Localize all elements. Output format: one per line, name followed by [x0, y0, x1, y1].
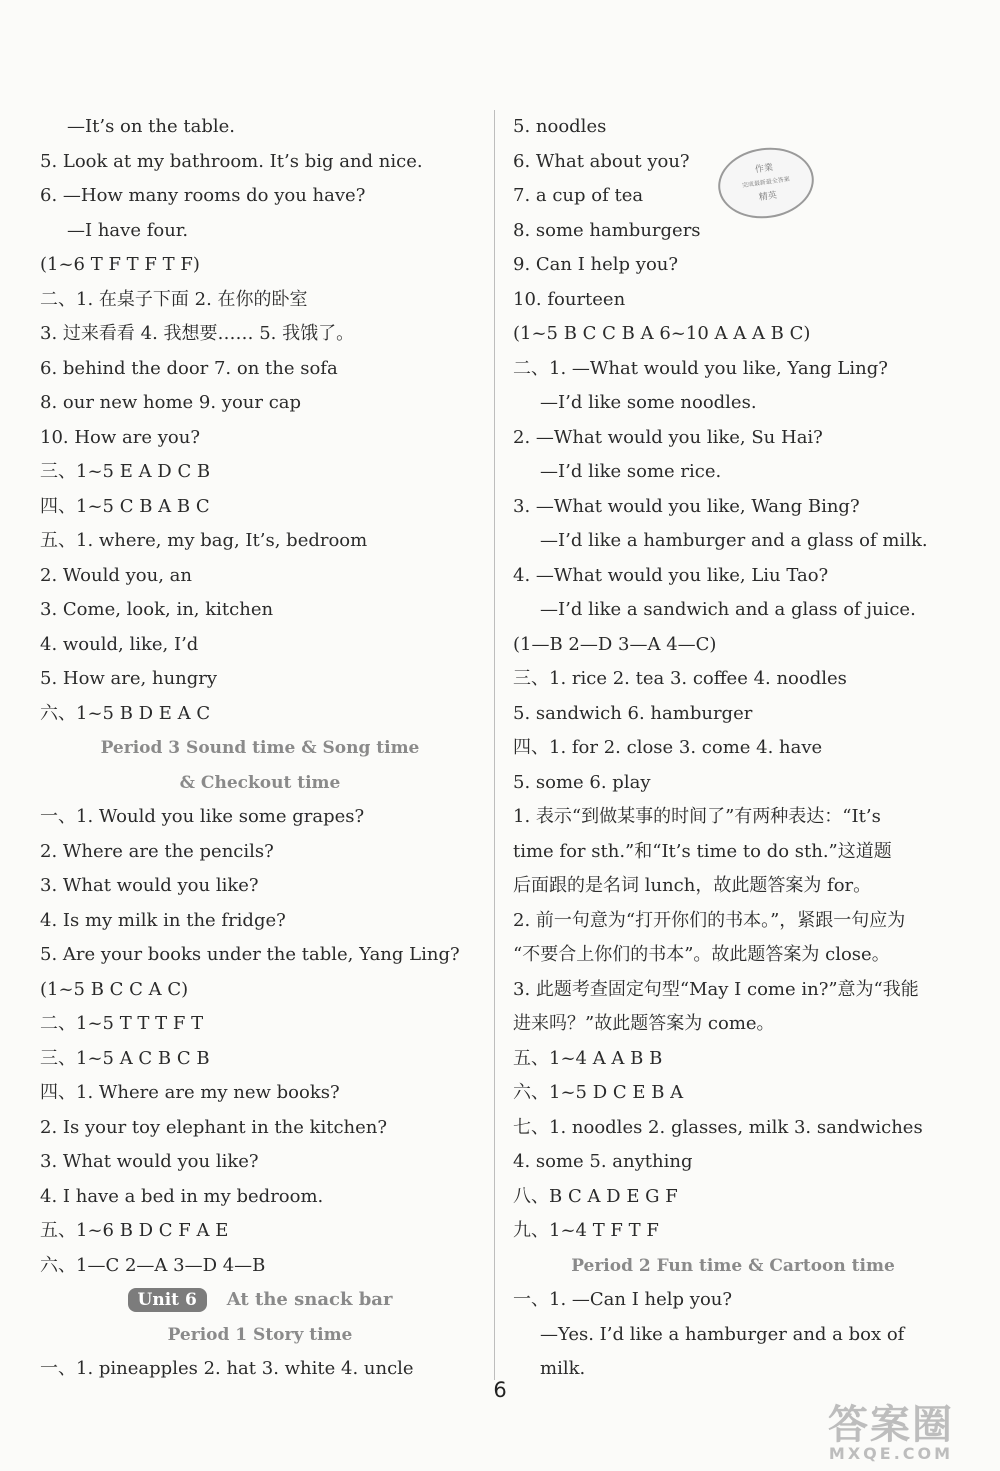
- answer-line: “不要合上你们的书本”。故此题答案为 close。: [513, 944, 890, 965]
- answer-line: 六、1—C 2—A 3—D 4—B: [40, 1254, 266, 1276]
- answer-line: 9. Can I help you?: [513, 254, 679, 275]
- answer-line: —I’d like a sandwich and a glass of juice.: [540, 599, 916, 620]
- answer-line: 2. —What would you like, Su Hai?: [513, 426, 823, 448]
- answer-line: —It’s on the table.: [67, 116, 235, 137]
- answer-line: 5. How are, hungry: [40, 668, 218, 689]
- answer-line: milk.: [540, 1358, 586, 1379]
- answer-line: 五、1~4 A A B B: [513, 1047, 663, 1069]
- answer-line: —I’d like some noodles.: [540, 392, 757, 413]
- answer-line: 四、1. for 2. close 3. come 4. have: [513, 737, 823, 758]
- answer-line: (1~6 T F T F T F): [40, 254, 200, 275]
- answer-line: 6. —How many rooms do you have?: [40, 185, 366, 206]
- answer-line: 1. 表示“到做某事的时间了”有两种表达：“It’s: [513, 806, 881, 827]
- answer-line: 三、1. rice 2. tea 3. coffee 4. noodles: [513, 668, 847, 689]
- stamp-line2: 完成最新最全答案: [741, 175, 791, 190]
- answer-line: 八、B C A D E G F: [513, 1185, 678, 1207]
- answer-line: 4. I have a bed in my bedroom.: [40, 1185, 324, 1207]
- answer-line: —I’d like a hamburger and a glass of milk.: [540, 530, 928, 551]
- answer-line: 六、1~5 B D E A C: [40, 702, 211, 724]
- answer-line: 二、1. —What would you like, Yang Ling?: [513, 357, 888, 379]
- answer-line: 四、1. Where are my new books?: [40, 1082, 340, 1103]
- section-heading: Period 2 Fun time & Cartoon time: [571, 1255, 895, 1276]
- answer-line: —Yes. I’d like a hamburger and a box of: [540, 1323, 905, 1345]
- answer-line: (1—B 2—D 3—A 4—C): [513, 633, 717, 655]
- answer-line: 进来吗？”故此题答案为 come。: [513, 1013, 775, 1034]
- answer-line: 2. Would you, an: [40, 564, 192, 586]
- unit-badge: Unit 6: [128, 1288, 207, 1312]
- answer-line: 4. Is my milk in the fridge?: [40, 909, 286, 931]
- section-heading: & Checkout time: [179, 772, 341, 793]
- answer-line: 一、1. pineapples 2. hat 3. white 4. uncle: [40, 1358, 414, 1379]
- answer-line: 6. What about you?: [513, 150, 690, 172]
- answer-line: 五、1. where, my bag, It’s, bedroom: [40, 530, 368, 551]
- answer-line: 2. Is your toy elephant in the kitchen?: [40, 1116, 388, 1138]
- answer-line: 3. What would you like?: [40, 875, 259, 896]
- watermark-logo: [796, 1403, 986, 1465]
- answer-line: 4. some 5. anything: [513, 1151, 693, 1172]
- stamp-line1: 作業: [754, 162, 774, 176]
- answer-line: 2. 前一句意为“打开你们的书本。”，紧跟一句应为: [513, 909, 906, 931]
- answer-line: —I’d like some rice.: [540, 461, 722, 482]
- stamp-line3: 精英: [758, 190, 778, 204]
- unit-heading: [40, 1283, 480, 1318]
- left-column: [40, 110, 480, 1387]
- answer-line: 3. What would you like?: [40, 1151, 259, 1172]
- answer-line: 5. Are your books under the table, Yang Ling?: [40, 944, 460, 965]
- answer-line: 10. How are you?: [40, 426, 200, 448]
- answer-line: 3. —What would you like, Wang Bing?: [513, 495, 860, 517]
- answer-line: 一、1. —Can I help you?: [513, 1289, 733, 1310]
- answer-line: 2. Where are the pencils?: [40, 840, 274, 862]
- answer-line: 三、1~5 A C B C B: [40, 1047, 210, 1069]
- answer-line: 5. sandwich 6. hamburger: [513, 702, 753, 724]
- answer-line: 5. some 6. play: [513, 771, 651, 793]
- answer-line: 4. —What would you like, Liu Tao?: [513, 564, 829, 586]
- answer-line: 七、1. noodles 2. glasses, milk 3. sandwiches: [513, 1116, 923, 1138]
- answer-line: 二、1. 在桌子下面 2. 在你的卧室: [40, 288, 308, 310]
- answer-line: 3. Come, look, in, kitchen: [40, 599, 274, 620]
- answer-line: (1~5 B C C A C): [40, 978, 189, 1000]
- answer-line: 5. noodles: [513, 116, 607, 137]
- answer-line: (1~5 B C C B A 6~10 A A A B C): [513, 323, 811, 344]
- answer-line: 8. some hamburgers: [513, 219, 701, 241]
- answer-line: —I have four.: [67, 219, 189, 241]
- unit-title: At the snack bar: [226, 1289, 393, 1310]
- answer-line: 九、1~4 T F T F: [513, 1220, 659, 1241]
- answer-line: 7. a cup of tea: [513, 185, 644, 206]
- right-column: [513, 110, 953, 1387]
- section-heading: Period 3 Sound time & Song time: [100, 738, 420, 758]
- answer-line: 后面跟的是名词 lunch，故此题答案为 for。: [513, 875, 872, 896]
- answer-line: 4. would, like, I’d: [40, 633, 199, 655]
- answer-line: 五、1~6 B D C F A E: [40, 1220, 229, 1241]
- watermark-site: MXQE.COM: [828, 1444, 954, 1463]
- answer-line: 10. fourteen: [513, 288, 626, 310]
- section-heading: Period 1 Story time: [167, 1324, 353, 1345]
- answer-line: 3. 此题考查固定句型“May I come in?”意为“我能: [513, 978, 919, 1000]
- column-divider: [494, 110, 495, 1380]
- answer-line: 6. behind the door 7. on the sofa: [40, 357, 338, 379]
- answer-line: 四、1~5 C B A B C: [40, 495, 210, 517]
- answer-line: 六、1~5 D C E B A: [513, 1082, 684, 1103]
- answer-line: 5. Look at my bathroom. It’s big and nice.: [40, 150, 423, 172]
- page-number: 6: [493, 1378, 507, 1402]
- answer-line: 3. 过来看看 4. 我想要…… 5. 我饿了。: [40, 323, 355, 344]
- answer-line: 8. our new home 9. your cap: [40, 392, 302, 413]
- answer-line: 二、1~5 T T T F T: [40, 1013, 204, 1034]
- watermark-main: 答案圈: [828, 1402, 954, 1448]
- answer-line: 一、1. Would you like some grapes?: [40, 806, 365, 827]
- answer-line: time for sth.”和“It’s time to do sth.”这道题: [513, 840, 892, 862]
- answer-line: 三、1~5 E A D C B: [40, 461, 211, 482]
